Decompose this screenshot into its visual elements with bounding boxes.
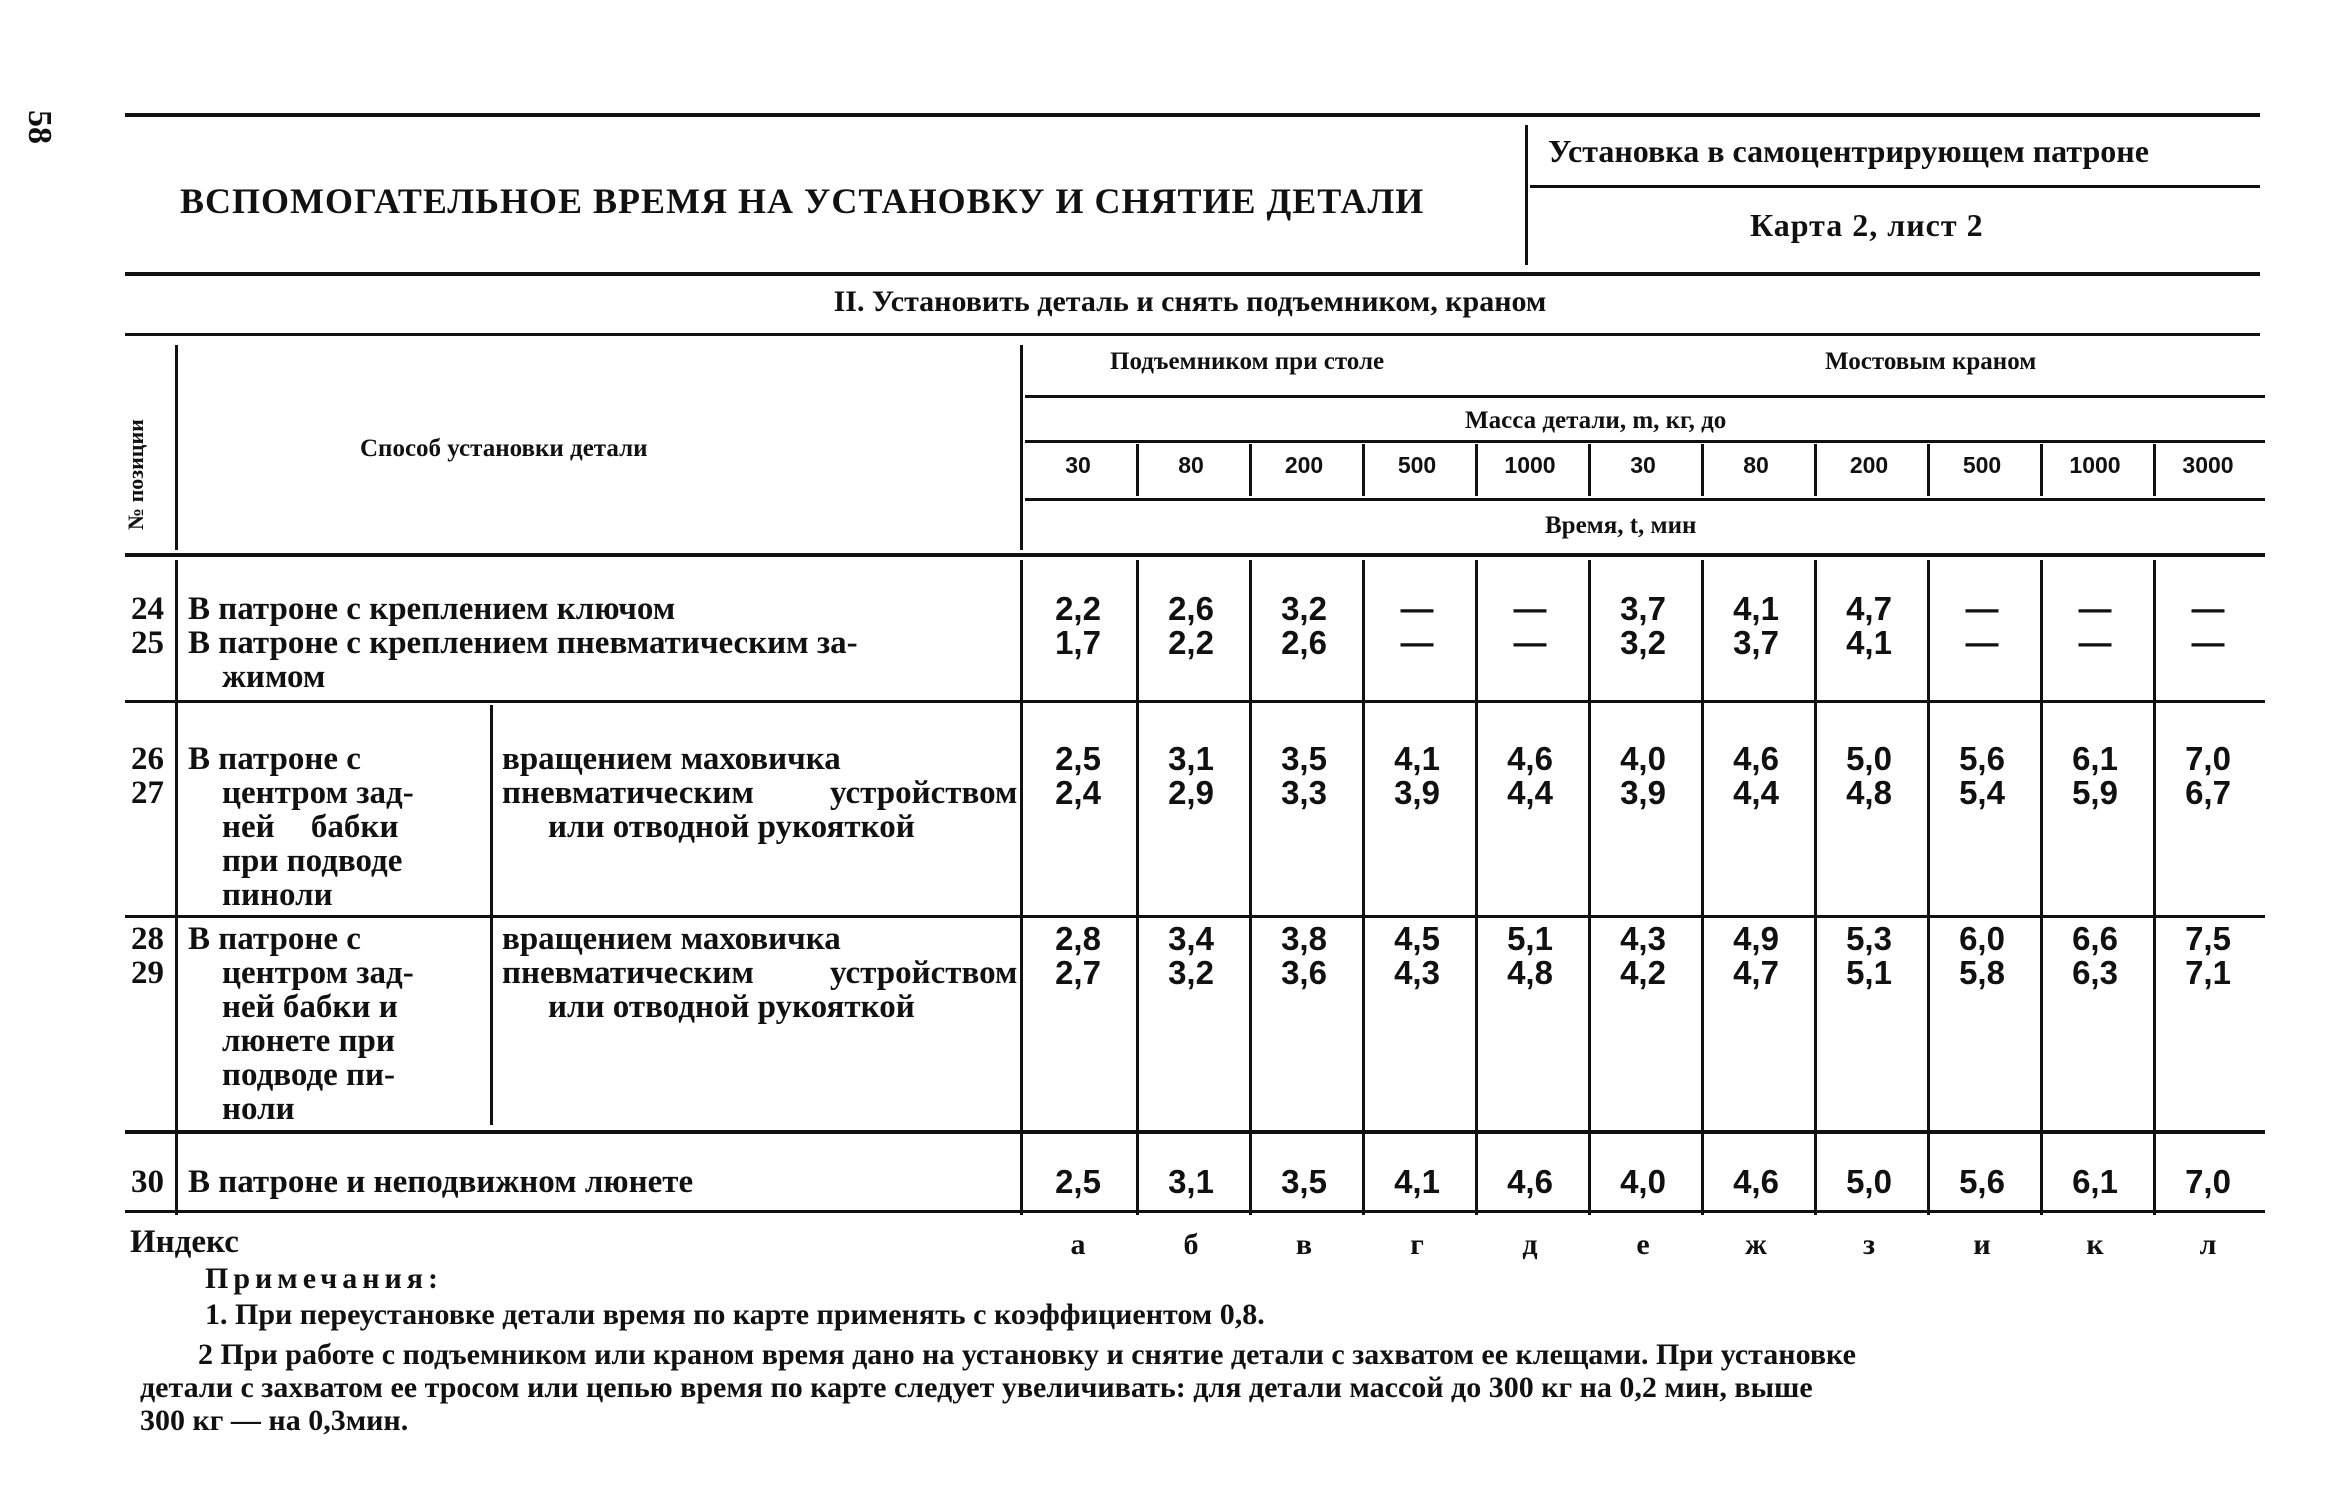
note-2-line-3: 300 кг — на 0,3мин. [140,1404,409,1437]
note-1: 1. При переустановке детали время по карте применять с коэффициентом 0,8. [205,1298,1265,1331]
mass-sep [2153,444,2156,496]
value-cell: 2,6 [1281,624,1327,661]
group-left-text: В патроне с [188,741,361,777]
mass-col-h: 200 [1849,452,1889,478]
body-sep [2040,560,2043,1215]
row-method: В патроне с креплением пневматическим за- [188,625,858,661]
value-cell: 3,7 [1733,624,1779,661]
value-cell: 3,5 [1281,1163,1327,1200]
body-sep [1475,560,1478,1215]
value-cell: 4,7 [1733,954,1779,991]
index-label: Индекс [130,1224,239,1260]
group-left-text: центром зад- [222,775,414,811]
value-cell: 3,1 [1168,740,1214,777]
value-cell: 4,1 [1733,590,1779,627]
body-sep [1927,560,1930,1215]
value-cell: 2,5 [1055,740,1101,777]
notes-heading: Примечания: [205,1262,444,1295]
index-letter: е [1636,1228,1650,1261]
row-method: В патроне и неподвижном люнете [188,1164,694,1200]
value-cell: 4,0 [1620,740,1666,777]
header-rule-2 [1025,440,2265,443]
mass-sep [1927,444,1930,496]
value-cell: 4,3 [1620,920,1666,957]
card-label: Карта 2, лист 2 [1750,207,1984,243]
body-method-divider [1020,560,1023,1215]
mass-col-i: 500 [1962,452,2002,478]
value-cell: 5,1 [1846,954,1892,991]
note-2-line-2: детали с захватом ее тросом или цепью время по карте следует увеличивать: для детали массой до 300 кг на 0,2 мин, выше [140,1371,1813,1404]
value-cell: 6,7 [2185,774,2231,811]
value-cell: 1,7 [1055,624,1101,661]
page-number: 58 [21,110,58,144]
index-letter: г [1410,1228,1424,1261]
value-cell: 6,1 [2072,1163,2118,1200]
value-cell: 4,9 [1733,920,1779,957]
mass-col-g: 80 [1743,452,1769,478]
row-number: 28 [131,921,164,957]
value-cell: 3,7 [1620,590,1666,627]
value-cell: 4,8 [1507,954,1553,991]
body-pos-divider [175,560,178,1215]
method-header: Способ установки детали [360,435,648,462]
section-rule [125,333,2260,336]
value-cell: 4,6 [1733,1163,1779,1200]
value-cell: 5,6 [1959,740,2005,777]
header-inner-rule [1530,185,2260,188]
group-lifter-header: Подъемником при столе [1110,348,1385,375]
value-cell: 3,2 [1620,624,1666,661]
value-cell: — [1513,624,1547,661]
value-cell: 4,4 [1507,774,1553,811]
value-cell: 3,9 [1620,774,1666,811]
mass-sep [1588,444,1591,496]
value-cell: 2,4 [1055,774,1101,811]
method-col-divider [1020,345,1023,550]
value-cell: 2,5 [1055,1163,1101,1200]
value-cell: 5,8 [1959,954,2005,991]
value-cell: 6,6 [2072,920,2118,957]
mass-sep [1475,444,1478,496]
value-cell: — [2078,624,2112,661]
group-left-text: люнете при [222,1023,395,1059]
value-cell: 2,6 [1168,590,1214,627]
group-left-text: ноли [222,1091,295,1127]
value-cell: 2,8 [1055,920,1101,957]
value-cell: — [1513,590,1547,627]
index-letter: д [1522,1228,1538,1261]
body-sep [1701,560,1704,1215]
value-cell: 5,1 [1507,920,1553,957]
group-right-text: или отводной рукояткой [548,989,915,1025]
value-cell: 4,2 [1620,954,1666,991]
value-cell: 7,5 [2185,920,2231,957]
index-letter: к [2086,1228,2104,1261]
group-right-text: устройством [830,775,1018,811]
value-cell: 2,2 [1055,590,1101,627]
value-cell: 6,0 [1959,920,2005,957]
body-sep [1362,560,1365,1215]
value-cell: 6,3 [2072,954,2118,991]
mass-col-d: 500 [1397,452,1437,478]
value-cell: 4,8 [1846,774,1892,811]
value-cell: 4,5 [1394,920,1440,957]
group-left-text: центром зад- [222,955,414,991]
value-cell: — [1965,624,1999,661]
header-divider [1525,125,1528,265]
value-cell: 2,2 [1168,624,1214,661]
section-title: II. Установить деталь и снять подъемником, краном [833,285,1547,318]
header-subtitle: Установка в самоцентрирующем патроне [1548,133,2149,169]
mass-sep [1362,444,1365,496]
value-cell: 2,9 [1168,774,1214,811]
group-left-text: В патроне с [188,921,361,957]
value-cell: 7,1 [2185,954,2231,991]
row-number: 29 [131,955,164,991]
note-2-line-1: 2 При работе с подъемником или краном время дано на установку и снятие детали с захватом ее клещами. При установке [198,1338,1856,1371]
top-rule [125,113,2260,117]
row-number: 25 [131,625,164,661]
value-cell: 5,6 [1959,1163,2005,1200]
value-cell: — [2191,590,2225,627]
mass-col-e: 1000 [1504,452,1556,478]
body-sep [1136,560,1139,1215]
group-left-text: пиноли [222,877,333,913]
row-rule [125,700,2265,703]
page-title: ВСПОМОГАТЕЛЬНОЕ ВРЕМЯ НА УСТАНОВКУ И СНЯТИЕ ДЕТАЛИ [180,181,1425,221]
time-header: Время, t, мин [1545,512,1697,539]
index-letter: а [1070,1228,1086,1261]
group-right-text: или отводной рукояткой [548,809,915,845]
group-right-text: вращением маховичка [502,921,841,957]
row-number: 26 [131,741,164,777]
row-rule [125,1210,2265,1213]
row-method: В патроне с креплением ключом [188,591,676,627]
index-letter: л [2199,1228,2217,1261]
row-method-cont: жимом [222,659,326,695]
group-right-text: вращением маховичка [502,741,841,777]
body-sep [2153,560,2156,1215]
pos-header: № позиции [123,419,148,530]
value-cell: 4,1 [1846,624,1892,661]
value-cell: — [2078,590,2112,627]
value-cell: 6,1 [2072,740,2118,777]
body-sep [1588,560,1591,1215]
value-cell: 3,3 [1281,774,1327,811]
mass-sep [1249,444,1252,496]
row-number: 30 [131,1164,164,1200]
header-rule-3 [1025,498,2265,501]
mass-sep [1136,444,1139,496]
value-cell: 4,6 [1733,740,1779,777]
mass-col-l: 3000 [2182,452,2234,478]
value-cell: 4,7 [1846,590,1892,627]
header-bottom-rule [125,272,2260,276]
value-cell: 3,8 [1281,920,1327,957]
mass-col-c: 200 [1284,452,1324,478]
value-cell: 5,4 [1959,774,2005,811]
row-rule [125,1130,2265,1134]
index-letter: и [1973,1228,1991,1261]
group-left-text: ней бабки и [222,989,398,1025]
header-bottom-rule-table [125,553,2265,557]
value-cell: 4,6 [1507,740,1553,777]
value-cell: — [1965,590,1999,627]
mass-col-f: 30 [1630,452,1656,478]
index-letter: з [1862,1228,1876,1261]
value-cell: 3,2 [1281,590,1327,627]
value-cell: 4,3 [1394,954,1440,991]
mass-sep [2040,444,2043,496]
pos-col-divider [175,345,178,550]
header-rule-1 [1025,395,2265,398]
index-letter: б [1183,1228,1199,1261]
value-cell: 4,0 [1620,1163,1666,1200]
value-cell: 5,0 [1846,1163,1892,1200]
group-right-text: пневматическим [502,775,754,811]
value-cell: 4,4 [1733,774,1779,811]
group-left-text: при подводе [222,843,403,879]
mass-sep [1701,444,1704,496]
value-cell: 3,4 [1168,920,1214,957]
value-cell: 5,3 [1846,920,1892,957]
group-left-text: ней бабки [222,809,399,845]
group-right-text: пневматическим [502,955,754,991]
value-cell: 5,0 [1846,740,1892,777]
group-crane-header: Мостовым краном [1825,348,2037,375]
value-cell: — [2191,624,2225,661]
row-number: 27 [131,775,164,811]
row-rule [125,915,2265,918]
value-cell: 7,0 [2185,1163,2231,1200]
value-cell: 3,1 [1168,1163,1214,1200]
mass-col-b: 80 [1178,452,1204,478]
mass-col-a: 30 [1065,452,1091,478]
mass-header: Масса детали, m, кг, до [1465,407,1727,434]
mass-col-k: 1000 [2069,452,2121,478]
index-letter: в [1295,1228,1313,1261]
body-sep [1249,560,1252,1215]
row-number: 24 [131,591,164,627]
body-sep [1814,560,1817,1215]
mass-sep [1814,444,1817,496]
value-cell: 4,1 [1394,1163,1440,1200]
value-cell: 2,7 [1055,954,1101,991]
value-cell: 7,0 [2185,740,2231,777]
value-cell: 3,5 [1281,740,1327,777]
value-cell: 4,1 [1394,740,1440,777]
index-letter: ж [1745,1228,1767,1261]
value-cell: 3,9 [1394,774,1440,811]
value-cell: 3,6 [1281,954,1327,991]
group-right-text: устройством [830,955,1018,991]
group-left-text: подводе пи- [222,1057,396,1093]
value-cell: 4,6 [1507,1163,1553,1200]
value-cell: — [1400,624,1434,661]
value-cell: 5,9 [2072,774,2118,811]
value-cell: — [1400,590,1434,627]
value-cell: 3,2 [1168,954,1214,991]
